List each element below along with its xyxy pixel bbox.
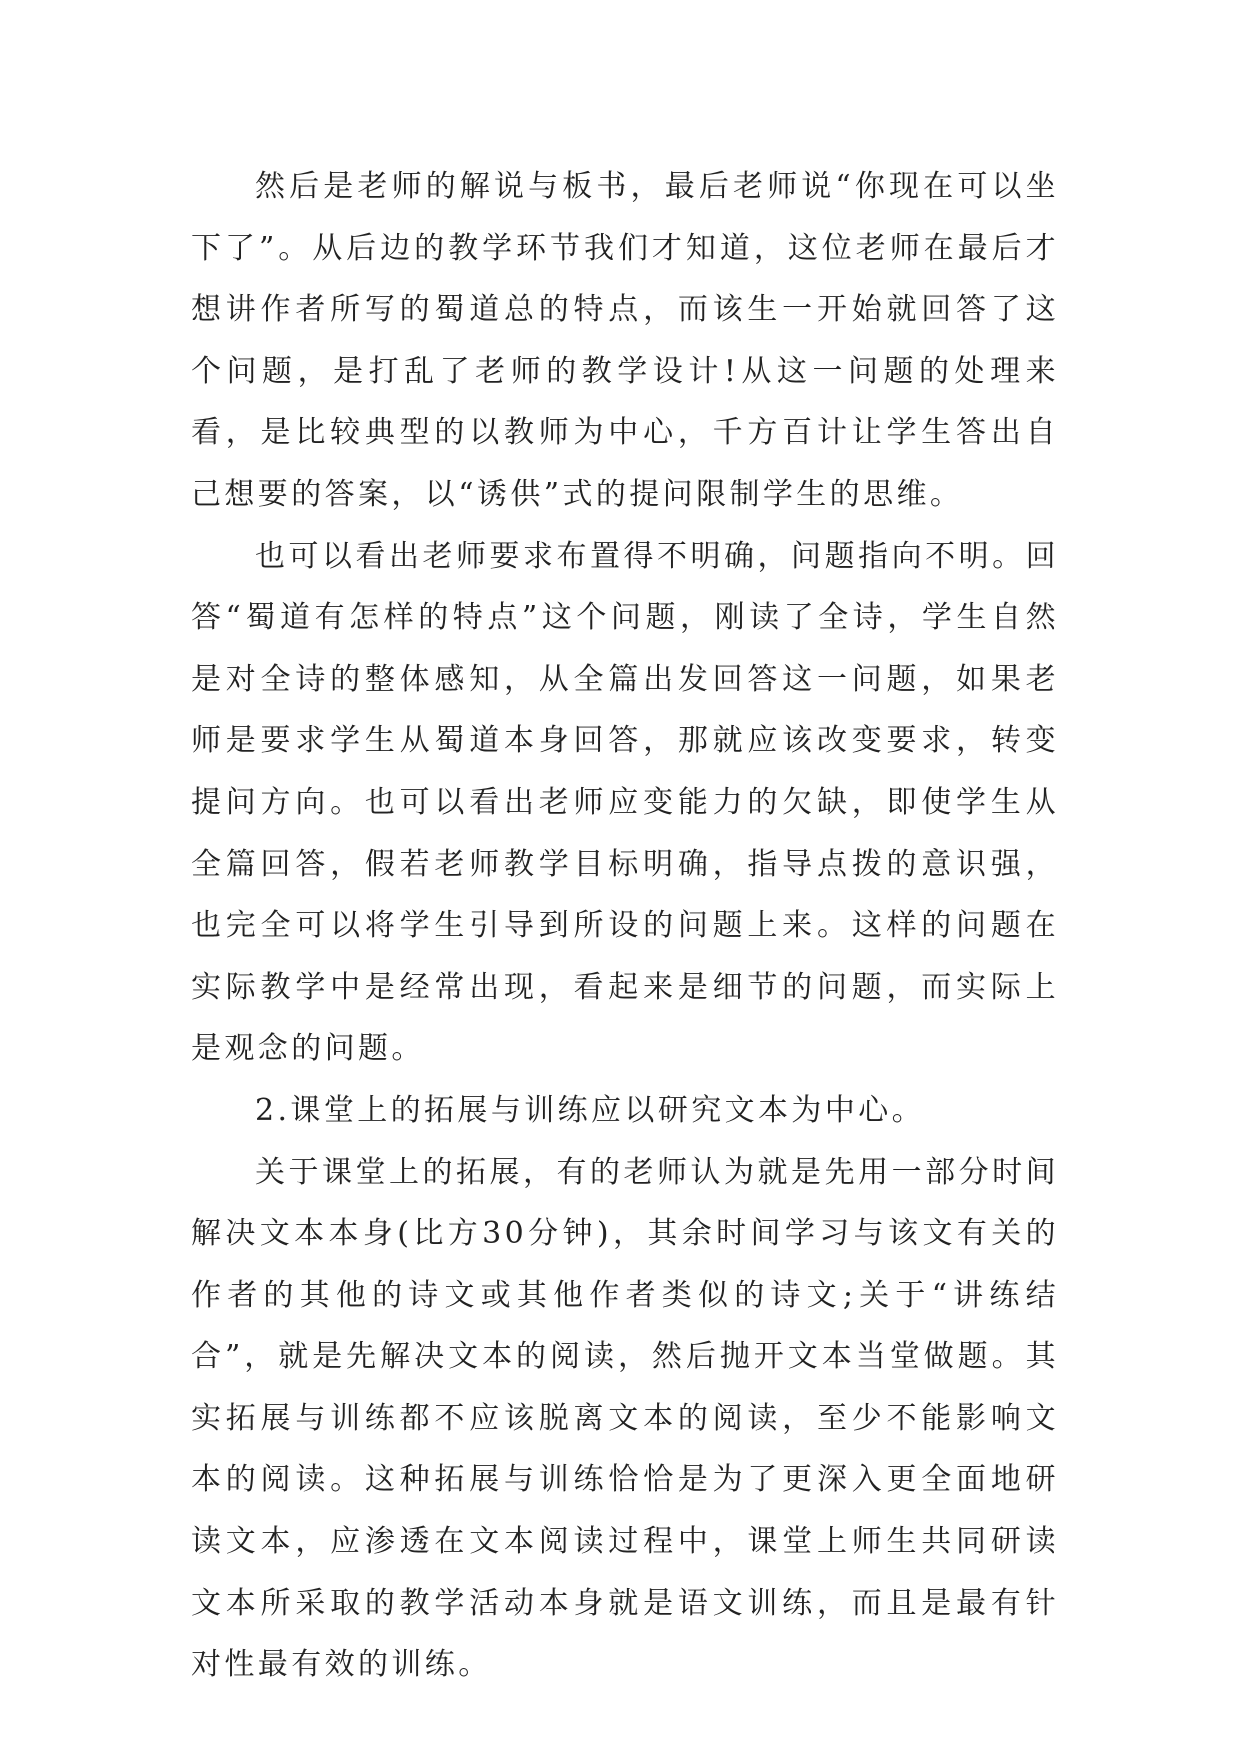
paragraph-1: 然后是老师的解说与板书，最后老师说“你现在可以坐下了”。从后边的教学环节我们才知道，这位老师在最后才想讲作者所写的蜀道总的特点，而该生一开始就回答了这个问题，是打乱了老师的教学设计!从这一问题的处理来看，是比较典型的以教师为中心，千方百计让学生答出自己想要的答案，以“诱供”式的提问限制学生的思维。 (191, 169, 1059, 512)
document-page (191, 156, 1059, 1696)
paragraph-2: 也可以看出老师要求布置得不明确，问题指向不明。回答“蜀道有怎样的特点”这个问题，刚读了全诗，学生自然是对全诗的整体感知，从全篇出发回答这一问题，如果老师是要求学生从蜀道本身回答，那就应该改变要求，转变提问方向。也可以看出老师应变能力的欠缺，即使学生从全篇回答，假若老师教学目标明确，指导点拨的意识强，也完全可以将学生引导到所设的问题上来。这样的问题在实际教学中是经常出现，看起来是细节的问题，而实际上是观念的问题。 (191, 538, 1059, 1067)
paragraph-3: 关于课堂上的拓展，有的老师认为就是先用一部分时间解决文本本身(比方30分钟)，其余时间学习与该文有关的作者的其他的诗文或其他作者类似的诗文;关于“讲练结合”，就是先解决文本的阅读，然后抛开文本当堂做题。其实拓展与训练都不应该脱离文本的阅读，至少不能影响文本的阅读。这种拓展与训练恰恰是为了更深入更全面地研读文本，应渗透在文本阅读过程中，课堂上师生共同研读文本所采取的教学活动本身就是语文训练，而且是最有针对性最有效的训练。 (191, 1154, 1059, 1683)
section-heading: 2.课堂上的拓展与训练应以研究文本为中心。 (255, 1092, 926, 1128)
